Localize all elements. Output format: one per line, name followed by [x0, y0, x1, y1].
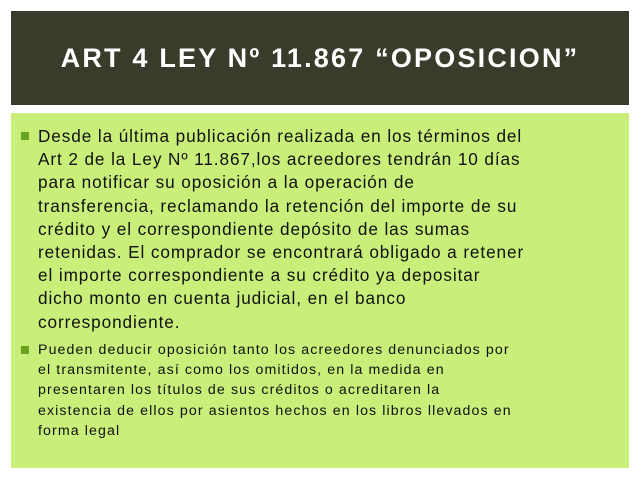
content-panel: [11, 113, 629, 468]
bullet-2-line-2: el transmitente, así como los omitidos, en la medida en: [38, 362, 445, 379]
bullet-1-line-4: transferencia, reclamando la retención del importe de su: [38, 195, 518, 216]
bullet-2-line-5: forma legal: [38, 422, 121, 439]
bullet-1-line-7: el importe correspondiente a su crédito ya depositar: [38, 265, 481, 286]
square-bullet-icon: [21, 132, 29, 140]
title-bar: [11, 11, 629, 105]
bullet-1-line-1: Desde la última publicación realizada en los términos del: [38, 126, 523, 146]
bullet-item-1: [38, 125, 613, 334]
bullet-1-line-3: para notificar su oposición a la operación de: [38, 172, 415, 193]
bullet-2-line-4: existencia de ellos por asientos hechos en los libros llevados en: [38, 402, 512, 419]
bullet-2-line-1: Pueden deducir oposición tanto los acreedores denunciados por: [38, 342, 510, 358]
bullet-1-line-5: crédito y el correspondiente depósito de las sumas: [38, 218, 470, 239]
bullet-1-line-8: dicho monto en cuenta judicial, en el banco: [38, 288, 407, 309]
slide-title: ART 4 LEY Nº 11.867 “OPOSICION”: [60, 42, 580, 73]
bullet-2-line-3: presentaren los títulos de sus créditos o acreditaren la: [38, 382, 441, 399]
bullet-1-line-6: retenidas. El comprador se encontrará obligado a retener: [38, 242, 525, 263]
square-bullet-icon: [21, 346, 29, 354]
bullet-1-line-9: correspondiente.: [38, 311, 181, 332]
bullet-item-2: [38, 340, 613, 441]
bullet-1-line-2: Art 2 de la Ley Nº 11.867,los acreedores tendrán 10 días: [38, 149, 521, 170]
